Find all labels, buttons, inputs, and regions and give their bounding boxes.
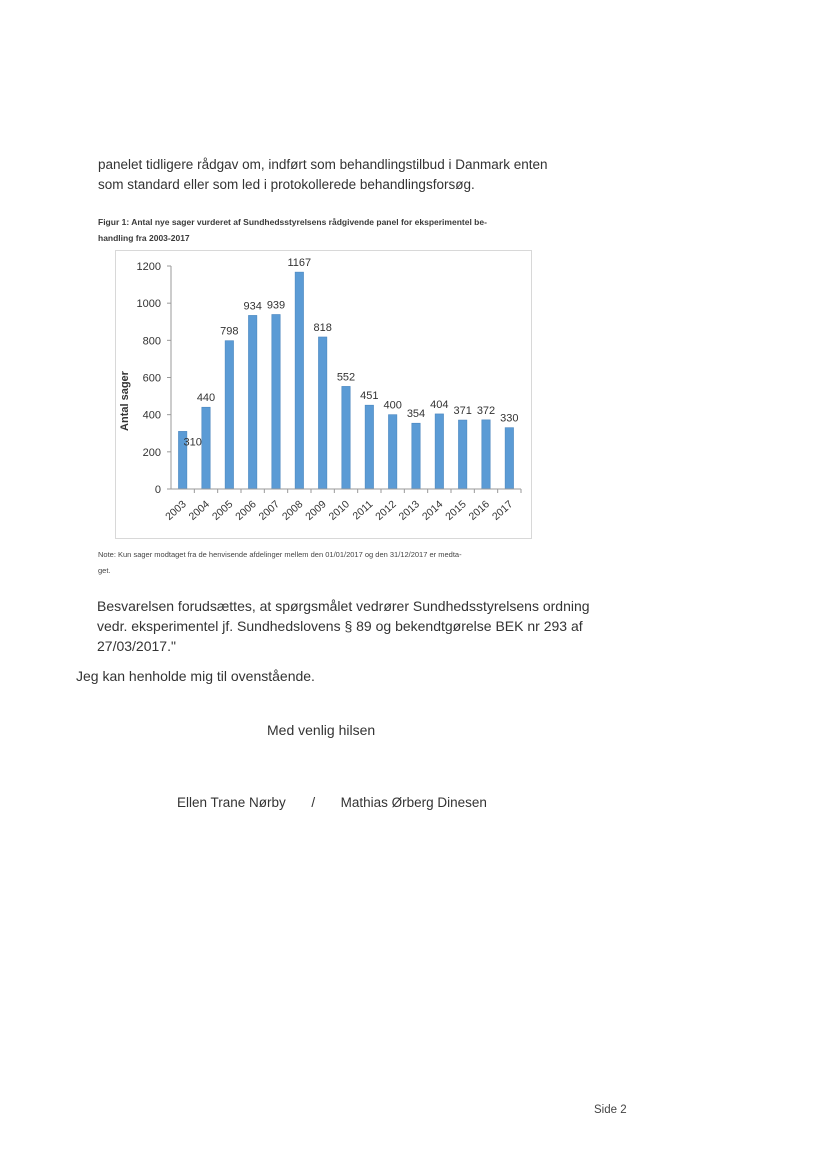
signer-2: Mathias Ørberg Dinesen — [340, 795, 487, 810]
intro-line-1: panelet tidligere rådgav om, indført som behandlingstilbud i Danmark enten — [98, 157, 548, 172]
bar-chart-frame — [115, 250, 532, 539]
bar — [202, 407, 210, 489]
bar — [365, 405, 373, 489]
intro-line-2: som standard eller som led i protokollerede behandlingsforsøg. — [98, 177, 475, 192]
x-tick-label: 2009 — [303, 498, 329, 523]
x-tick-label: 2010 — [326, 498, 353, 523]
data-label: 939 — [266, 299, 286, 312]
body-line-3: 27/03/2017." — [97, 638, 176, 654]
body-line-2: vedr. eksperimentel jf. Sundhedslovens § 89 og bekendtgørelse BEK nr 293 af — [97, 618, 583, 634]
data-label: 440 — [196, 392, 216, 405]
bar — [482, 420, 490, 489]
bar — [435, 414, 443, 489]
bar — [342, 386, 350, 489]
body-line-1: Besvarelsen forudsættes, at spørgsmålet vedrører Sundhedsstyrelsens ordning — [97, 598, 590, 614]
y-tick-label: 0 — [154, 484, 161, 496]
bar — [388, 415, 396, 489]
data-label: 934 — [243, 300, 262, 313]
data-label: 400 — [383, 399, 402, 412]
signature-line — [177, 793, 487, 813]
statement-paragraph: Jeg kan henholde mig til ovenstående. — [76, 668, 315, 684]
body-paragraph — [97, 596, 590, 656]
x-tick-label: 2013 — [396, 498, 423, 523]
y-tick-label: 600 — [142, 372, 161, 385]
data-label: 404 — [430, 398, 449, 411]
bar — [458, 420, 466, 489]
y-tick-label: 400 — [142, 409, 161, 422]
figure-caption-line-2: handling fra 2003-2017 — [98, 233, 190, 243]
x-tick-label: 2016 — [466, 498, 493, 523]
x-tick-label: 2011 — [350, 498, 376, 523]
x-tick-label: 2008 — [279, 498, 306, 523]
x-tick-label: 2017 — [489, 498, 516, 523]
data-label: 798 — [220, 325, 239, 338]
bar — [318, 337, 326, 489]
y-tick-label: 200 — [142, 446, 161, 459]
bar — [412, 423, 420, 489]
x-tick-label: 2007 — [256, 498, 283, 523]
bar-chart — [116, 251, 531, 538]
x-tick-label: 2015 — [443, 498, 469, 523]
x-tick-label: 2005 — [209, 498, 236, 523]
signature-separator: / — [311, 795, 316, 810]
y-tick-label: 1000 — [136, 298, 161, 311]
closing-greeting: Med venlig hilsen — [267, 722, 376, 738]
data-label: 371 — [453, 405, 472, 418]
data-label: 372 — [476, 404, 496, 417]
figure-note-line-2: get. — [98, 566, 111, 575]
data-label: 552 — [336, 371, 356, 384]
y-tick-label: 1200 — [136, 261, 161, 273]
bar — [225, 341, 233, 489]
x-tick-label: 2014 — [419, 498, 446, 523]
data-label: 330 — [500, 412, 519, 425]
page-number: Side 2 — [594, 1104, 627, 1116]
y-axis-label: Antal sager — [119, 371, 131, 431]
figure-caption-line-1: Figur 1: Antal nye sager vurderet af Sundhedsstyrelsens rådgivende panel for eksperimentel be- — [98, 217, 487, 227]
figure-note — [98, 547, 462, 579]
figure-caption — [98, 214, 487, 246]
x-tick-label: 2012 — [373, 498, 399, 523]
data-label: 1167 — [287, 257, 312, 270]
signer-1: Ellen Trane Nørby — [177, 795, 286, 810]
bar — [295, 272, 303, 489]
data-label: 354 — [406, 408, 426, 421]
bar — [272, 315, 280, 489]
bar — [248, 315, 256, 489]
bar — [505, 428, 513, 489]
data-label: 818 — [313, 321, 332, 334]
data-label: 451 — [360, 390, 379, 403]
data-label: 310 — [183, 436, 202, 449]
x-tick-label: 2006 — [233, 498, 259, 523]
intro-paragraph — [98, 155, 548, 195]
x-tick-label: 2003 — [163, 498, 189, 523]
y-tick-label: 800 — [142, 335, 161, 348]
figure-note-line-1: Note: Kun sager modtaget fra de henvisende afdelinger mellem den 01/01/2017 og den 31/12/2017 er medta- — [98, 550, 462, 559]
x-tick-label: 2004 — [186, 498, 213, 523]
